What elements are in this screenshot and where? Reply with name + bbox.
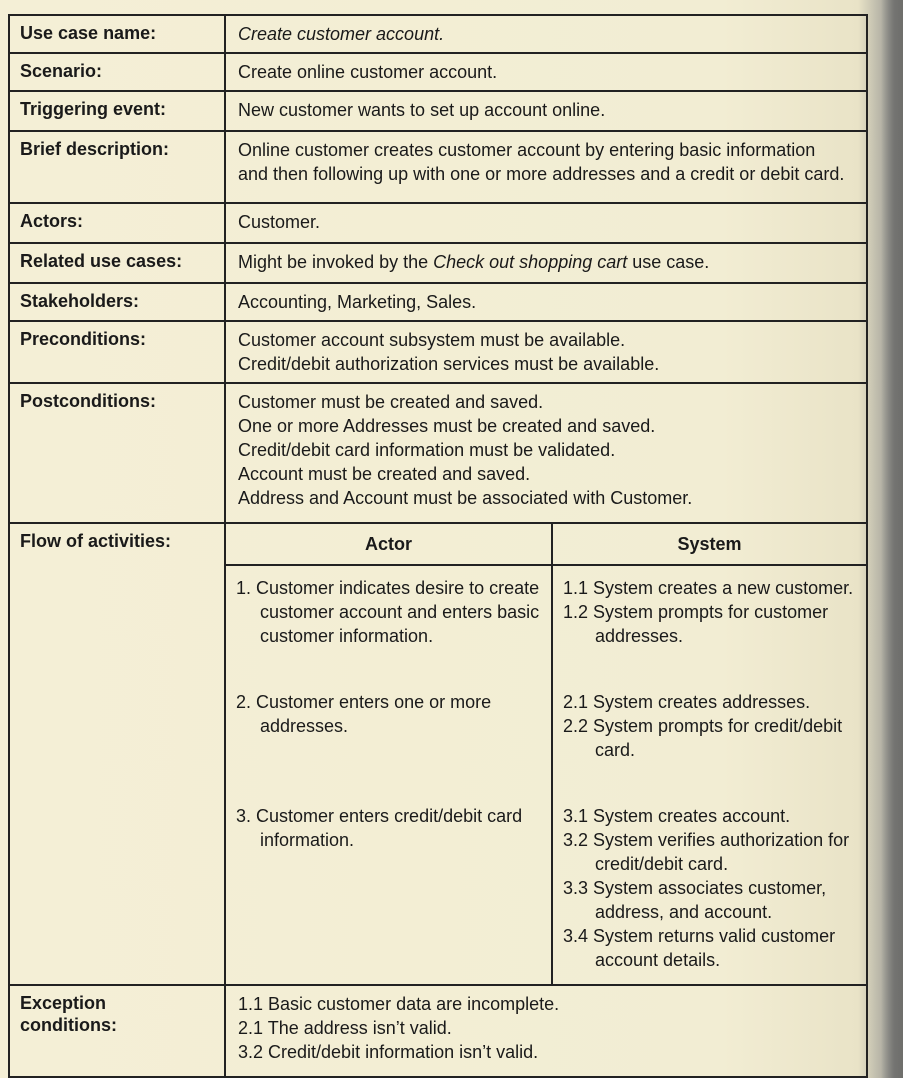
brief-description-value <box>225 131 867 203</box>
row-postconditions <box>9 383 867 523</box>
flow-actor-step <box>226 794 552 984</box>
exception-item: 1.1 Basic customer data are incomplete. <box>238 994 560 1014</box>
postcondition-item: One or more Addresses must be created and saved. <box>238 416 656 436</box>
use-case-name-label: Use case name: <box>9 15 225 53</box>
system-step-text: 3.4 System returns valid customer account details. <box>563 926 836 970</box>
postcondition-item: Account must be created and saved. <box>238 464 531 484</box>
triggering-event-label: Triggering event: <box>9 91 225 131</box>
exception-label-line: Exception <box>20 993 107 1013</box>
system-step-text: 3.1 System creates account. <box>563 806 791 826</box>
page-edge-shadow <box>881 0 903 1078</box>
related-use-cases-label: Related use cases: <box>9 243 225 283</box>
flow-of-activities-value <box>225 523 867 985</box>
system-step-text: 2.1 System creates addresses. <box>563 692 811 712</box>
flow-table <box>226 524 866 984</box>
flow-of-activities-label: Flow of activities: <box>9 523 225 985</box>
related-use-cases-value <box>225 243 867 283</box>
flow-actor-step <box>226 680 552 794</box>
precondition-item: Customer account subsystem must be available. <box>238 330 626 350</box>
flow-system-header: System <box>552 524 866 565</box>
row-scenario <box>9 53 867 91</box>
row-actors <box>9 203 867 243</box>
precondition-item: Credit/debit authorization services must be available. <box>238 354 660 374</box>
related-suffix: use case. <box>627 252 710 272</box>
scenario-value: Create online customer account. <box>225 53 867 91</box>
flow-actor-step <box>226 565 552 680</box>
actors-label: Actors: <box>9 203 225 243</box>
row-flow-of-activities <box>9 523 867 985</box>
related-prefix: Might be invoked by the <box>238 252 434 272</box>
actor-step-text: 3. Customer enters credit/debit card information. <box>236 806 523 850</box>
stakeholders-value: Accounting, Marketing, Sales. <box>225 283 867 321</box>
row-exception-conditions <box>9 985 867 1077</box>
postcondition-item: Address and Account must be associated with Customer. <box>238 488 693 508</box>
exception-label-line: conditions: <box>20 1015 117 1035</box>
system-step-text: 2.2 System prompts for credit/debit card. <box>563 716 843 760</box>
actor-step-text: 1. Customer indicates desire to create customer account and enters basic customer information. <box>236 578 540 646</box>
flow-system-step <box>552 794 866 984</box>
exception-conditions-label <box>9 985 225 1077</box>
triggering-event-value: New customer wants to set up account online. <box>225 91 867 131</box>
flow-step-row <box>226 794 866 984</box>
stakeholders-label: Stakeholders: <box>9 283 225 321</box>
postcondition-item: Customer must be created and saved. <box>238 392 544 412</box>
postcondition-item: Credit/debit card information must be validated. <box>238 440 616 460</box>
flow-step-row <box>226 680 866 794</box>
scenario-label: Scenario: <box>9 53 225 91</box>
related-use-case-name: Check out shopping cart <box>433 252 628 272</box>
system-step-text: 1.2 System prompts for customer addresses. <box>563 602 829 646</box>
use-case-table <box>8 14 868 1078</box>
flow-system-step <box>552 565 866 680</box>
system-step-text: 3.3 System associates customer, address, and account. <box>563 878 827 922</box>
brief-description-label: Brief description: <box>9 131 225 203</box>
row-brief-description <box>9 131 867 203</box>
row-preconditions <box>9 321 867 383</box>
flow-step-row <box>226 565 866 680</box>
postconditions-label: Postconditions: <box>9 383 225 523</box>
system-step-text: 3.2 System verifies authorization for credit/debit card. <box>563 830 850 874</box>
row-related-use-cases <box>9 243 867 283</box>
exception-item: 3.2 Credit/debit information isn’t valid. <box>238 1042 539 1062</box>
exception-item: 2.1 The address isn’t valid. <box>238 1018 452 1038</box>
row-triggering-event <box>9 91 867 131</box>
exception-conditions-value <box>225 985 867 1077</box>
system-step-text: 1.1 System creates a new customer. <box>563 578 854 598</box>
flow-system-step <box>552 680 866 794</box>
preconditions-value <box>225 321 867 383</box>
brief-description-line: Online customer creates customer account by entering basic information <box>238 140 816 160</box>
preconditions-label: Preconditions: <box>9 321 225 383</box>
use-case-name-value: Create customer account. <box>225 15 867 53</box>
actors-value: Customer. <box>225 203 867 243</box>
flow-actor-header: Actor <box>226 524 552 565</box>
brief-description-line: and then following up with one or more addresses and a credit or debit card. <box>238 164 845 184</box>
postconditions-value <box>225 383 867 523</box>
row-stakeholders <box>9 283 867 321</box>
actor-step-text: 2. Customer enters one or more addresses. <box>236 692 492 736</box>
row-use-case-name <box>9 15 867 53</box>
